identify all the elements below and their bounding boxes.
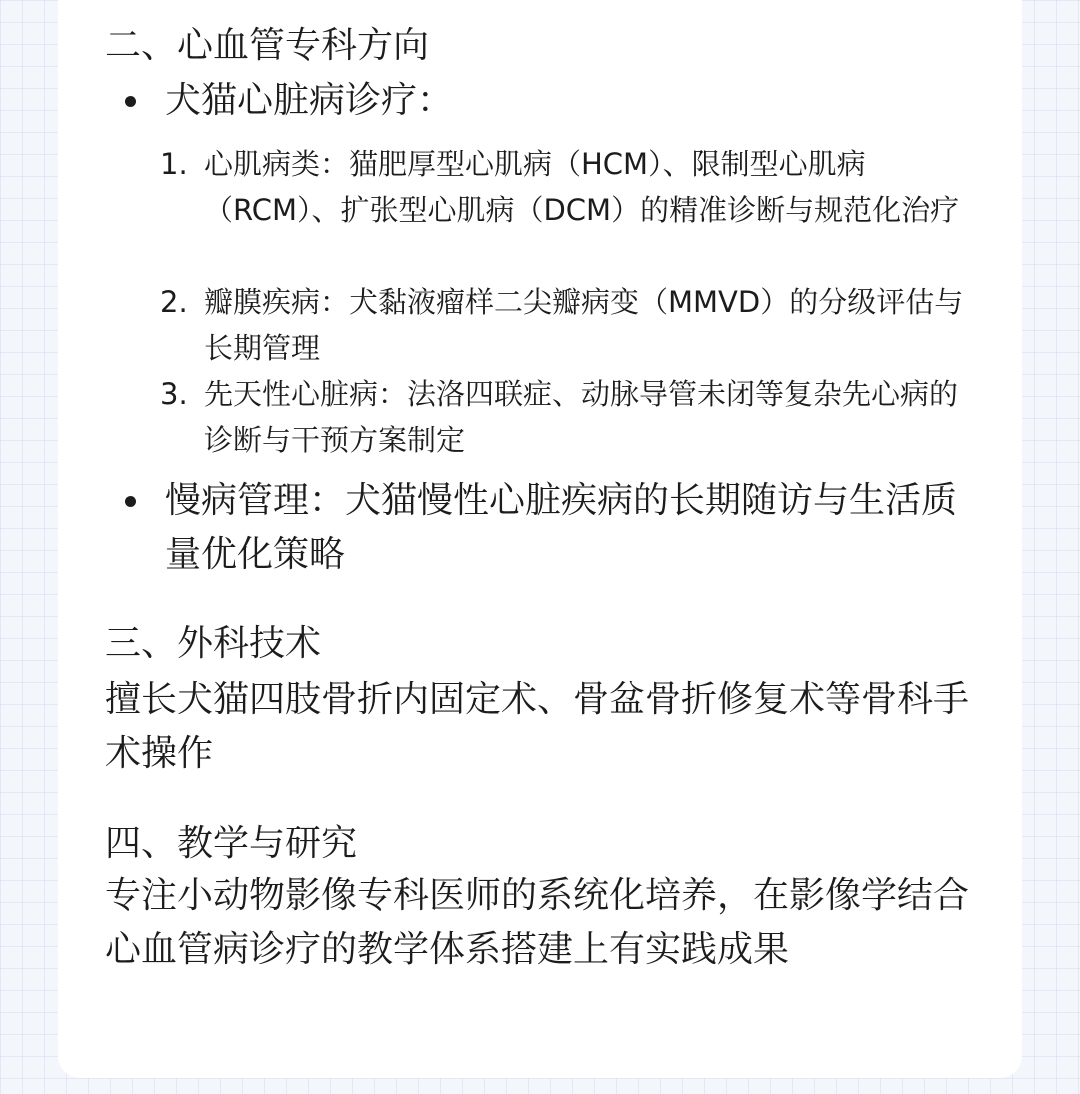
bullet-item-label: 犬猫心脏病诊疗： [165,80,454,121]
list-number: 3. [160,377,188,411]
section-body-teaching: 专注小动物影像专科医师的系统化培养，在影像学结合心血管病诊疗的教学体系搭建上有实践成果 [105,875,970,970]
bullet-dot-icon [125,496,136,507]
section-heading-teaching: 四、教学与研究 [105,823,358,864]
list-item-valvular-disease [160,279,984,371]
list-number: 1. [160,147,188,181]
section-heading-surgery: 三、外科技术 [105,623,322,664]
list-item-text: 先天性心脏病：法洛四联症、动脉导管未闭等复杂先心病的诊断与干预方案制定 [204,377,959,457]
list-item-cardiomyopathy [160,141,984,233]
bullet-item-cardiac-diagnosis [125,74,975,128]
bullet-item-chronic-management [125,474,975,582]
section-heading-cardio: 二、心血管专科方向 [105,25,430,66]
section-body-surgery: 擅长犬猫四肢骨折内固定术、骨盆骨折修复术等骨科手术操作 [105,679,970,774]
bullet-item-label: 慢病管理：犬猫慢性心脏疾病的长期随访与生活质量优化策略 [165,480,958,575]
list-number: 2. [160,285,188,319]
list-item-text: 瓣膜疾病：犬黏液瘤样二尖瓣病变（MMVD）的分级评估与长期管理 [204,285,964,365]
bullet-dot-icon [125,96,136,107]
list-item-text: 心肌病类：猫肥厚型心肌病（HCM）、限制型心肌病（RCM）、扩张型心肌病（DCM）的精准诊断与规范化治疗 [204,147,960,227]
list-item-congenital-heart-disease [160,371,984,463]
